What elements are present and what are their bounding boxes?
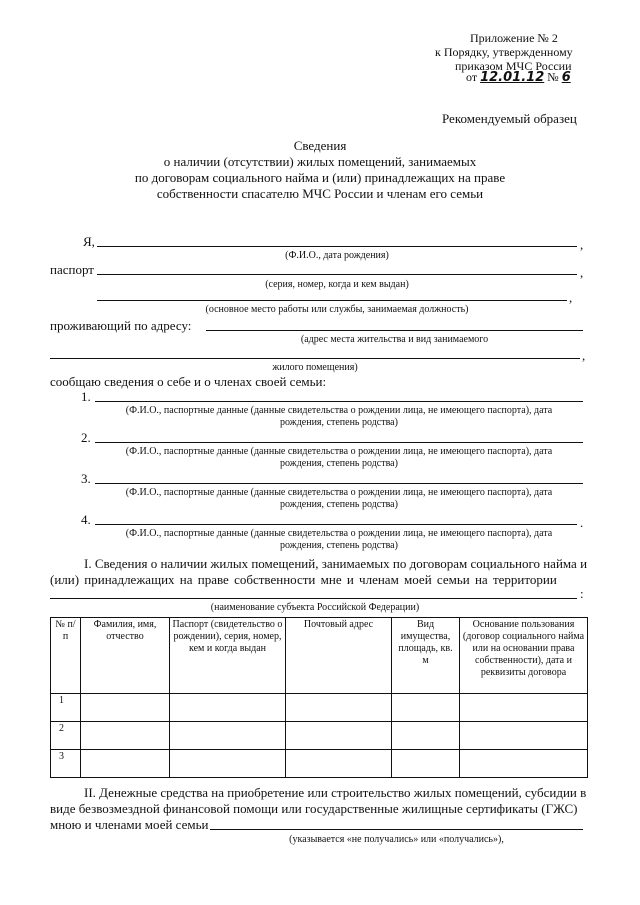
section2-line-3: мною и членами моей семьи xyxy=(50,817,209,832)
work-caption: (основное место работы или службы, занимаемая должность) xyxy=(205,304,469,315)
col-property-header: Вид имущества, площадь, кв. м xyxy=(392,618,460,694)
subsidy-caption: (указывается «не получались» или «получались»), xyxy=(289,834,504,845)
region-caption: (наименование субъекта Российской Федерации) xyxy=(210,602,420,613)
i-label: Я, xyxy=(83,234,95,249)
passport-label: паспорт xyxy=(50,262,94,277)
member-number: 3. xyxy=(81,471,91,486)
appendix-number: Приложение № 2 xyxy=(470,31,558,45)
member-field-2[interactable] xyxy=(95,442,583,443)
col-passport-header: Паспорт (свидетельство о рождении), серия, номер, кем и когда выдан xyxy=(170,618,286,694)
table-row xyxy=(51,722,588,750)
region-field[interactable] xyxy=(50,598,577,599)
number-prefix: № xyxy=(547,70,559,84)
handwritten-number: 6 xyxy=(561,70,571,85)
appendix-date-line xyxy=(466,70,571,85)
table-cell[interactable] xyxy=(81,694,170,722)
member-caption-1: (Ф.И.О., паспортные данные (данные свидетельства о рождении лица, не имеющего паспорта), дата рождения, степень родства) xyxy=(125,405,553,428)
table-cell[interactable] xyxy=(81,722,170,750)
document-title: Сведения xyxy=(293,138,347,153)
col-basis-header: Основание пользования (договор социального найма или на основании права собственности), дата и реквизиты договора xyxy=(460,618,588,694)
comma: , xyxy=(569,290,573,305)
table-header-row xyxy=(51,618,588,694)
address-label: проживающий по адресу: xyxy=(50,318,192,333)
fio-caption: (Ф.И.О., дата рождения) xyxy=(285,250,389,261)
member-caption-4: (Ф.И.О., паспортные данные (данные свидетельства о рождении лица, не имеющего паспорта), дата рождения, степень родства) xyxy=(125,528,553,551)
table-cell[interactable] xyxy=(286,750,392,778)
table-cell[interactable] xyxy=(286,722,392,750)
sample-label: Рекомендуемый образец xyxy=(442,111,577,126)
member-number: 2. xyxy=(81,430,91,445)
row-number: 3 xyxy=(51,750,81,778)
date-prefix: от xyxy=(466,70,478,84)
housing-table xyxy=(50,617,588,778)
comma: , xyxy=(580,265,584,280)
address-field[interactable] xyxy=(206,330,583,331)
period: . xyxy=(580,515,584,530)
table-cell[interactable] xyxy=(392,722,460,750)
comma: , xyxy=(580,237,584,252)
col-name-header: Фамилия, имя, отчество xyxy=(81,618,170,694)
section2-line-2: виде безвозмездной финансовой помощи или государственные жилищные сертификаты (ГЖС) xyxy=(50,801,578,816)
row-number: 2 xyxy=(51,722,81,750)
section1-line-2: (или) принадлежащих на праве собственности мне и членам моей семьи на территории xyxy=(50,572,557,587)
table-cell[interactable] xyxy=(81,750,170,778)
appendix-order-issuer: приказом МЧС России xyxy=(455,59,572,73)
table-cell[interactable] xyxy=(460,722,588,750)
table-cell[interactable] xyxy=(170,694,286,722)
table-row xyxy=(51,694,588,722)
member-field-4[interactable] xyxy=(95,524,577,525)
passport-field[interactable] xyxy=(97,274,577,275)
member-caption-2: (Ф.И.О., паспортные данные (данные свидетельства о рождении лица, не имеющего паспорта), дата рождения, степень родства) xyxy=(125,446,553,469)
section2-line-1: II. Денежные средства на приобретение или строительство жилых помещений, субсидии в xyxy=(84,785,587,800)
colon: : xyxy=(580,586,584,601)
title-line-3: собственности спасателю МЧС России и членам его семьи xyxy=(156,186,484,201)
table-cell[interactable] xyxy=(286,694,392,722)
address-field-2[interactable] xyxy=(50,358,580,359)
member-field-3[interactable] xyxy=(95,483,583,484)
member-number: 1. xyxy=(81,389,91,404)
address-caption-2: жилого помещения) xyxy=(272,362,358,373)
table-cell[interactable] xyxy=(460,694,588,722)
report-label: сообщаю сведения о себе и о членах своей семьи: xyxy=(50,374,327,389)
title-line-1: о наличии (отсутствии) жилых помещений, занимаемых xyxy=(163,154,477,169)
comma: , xyxy=(582,348,586,363)
table-cell[interactable] xyxy=(170,750,286,778)
row-number: 1 xyxy=(51,694,81,722)
section1-line-1: I. Сведения о наличии жилых помещений, занимаемых по договорам социального найма и xyxy=(84,556,588,571)
member-number: 4. xyxy=(81,512,91,527)
address-caption-1: (адрес места жительства и вид занимаемого xyxy=(300,334,489,345)
table-cell[interactable] xyxy=(460,750,588,778)
passport-caption: (серия, номер, когда и кем выдан) xyxy=(265,279,409,290)
member-caption-3: (Ф.И.О., паспортные данные (данные свидетельства о рождении лица, не имеющего паспорта), дата рождения, степень родства) xyxy=(125,487,553,510)
title-line-2: по договорам социального найма и (или) принадлежащих на праве xyxy=(134,170,506,185)
table-row xyxy=(51,750,588,778)
member-field-1[interactable] xyxy=(95,401,583,402)
appendix-order-ref: к Порядку, утвержденному xyxy=(435,45,573,59)
subsidy-field[interactable] xyxy=(210,829,583,830)
col-address-header: Почтовый адрес xyxy=(286,618,392,694)
col-number-header: № п/п xyxy=(51,618,81,694)
handwritten-date: 12.01.12 xyxy=(480,70,545,85)
fio-field[interactable] xyxy=(97,246,577,247)
table-cell[interactable] xyxy=(392,750,460,778)
table-cell[interactable] xyxy=(170,722,286,750)
table-cell[interactable] xyxy=(392,694,460,722)
work-field[interactable] xyxy=(97,300,567,301)
